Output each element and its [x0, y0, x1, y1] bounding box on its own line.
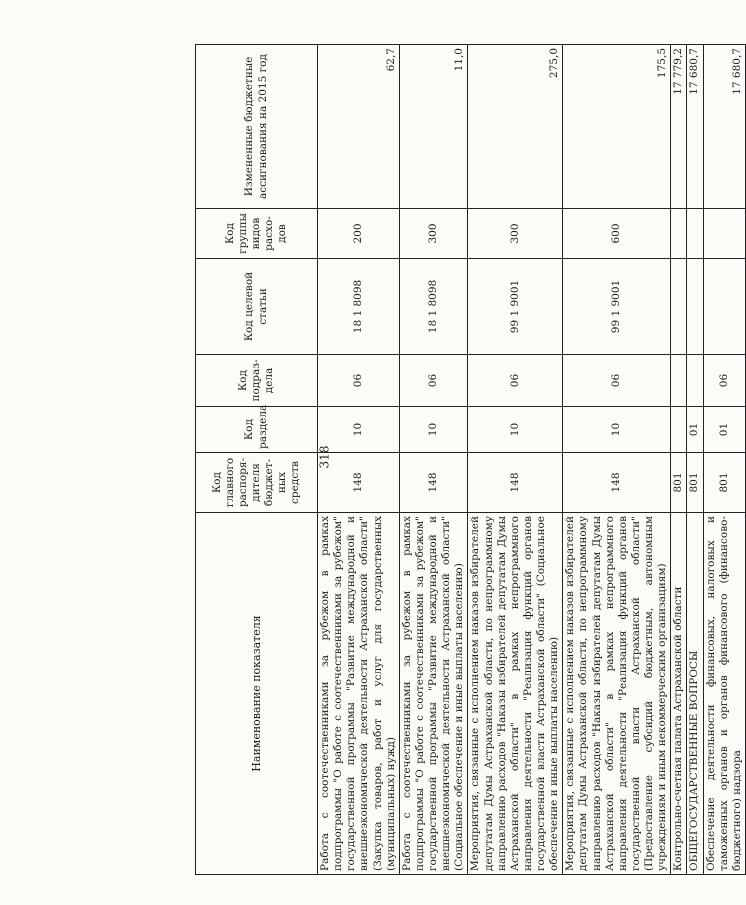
- row-main-code: 801: [671, 453, 687, 513]
- row-name: Обеспечение деятельности финансовых, налоговых и таможенных органов и органов финансового (финансово-бюджетного) надзора: [703, 513, 745, 875]
- row-name: Мероприятия, связанные с исполнением наказов избирателей депутатам Думы Астраханской области, по непрограммному направлению расходов "Наказы избирателей депутатам Думы Астраханской области" в рамках непрограммного направления деятельности "Реализация функций органов государственной власти Астраханской области" (Предоставление субсидий бюджетным, автономным учреждениям и иным некоммерческим организациям): [563, 513, 671, 875]
- row-amount: 17 680,7: [703, 45, 745, 209]
- row-name: ОБЩЕГОСУДАРСТВЕННЫЕ ВОПРОСЫ: [687, 513, 703, 875]
- header-target-code: Код целевой статьи: [196, 259, 318, 355]
- row-amount: 62,7: [318, 45, 400, 209]
- row-group: 200: [318, 209, 400, 259]
- row-group: 600: [563, 209, 671, 259]
- table-row: [468, 45, 563, 875]
- table-row: [671, 45, 687, 875]
- table-row: [399, 45, 468, 875]
- table-row: [563, 45, 671, 875]
- table-row: [318, 45, 400, 875]
- row-section: 10: [468, 407, 563, 453]
- budget-table-container: [195, 45, 743, 875]
- row-subsection: 06: [318, 355, 400, 407]
- row-main-code: 148: [563, 453, 671, 513]
- row-main-code: 148: [468, 453, 563, 513]
- row-section: [671, 407, 687, 453]
- row-section: 01: [703, 407, 745, 453]
- row-name: Работа с соотечественниками за рубежом в рамках подпрограммы "О работе с соотечественниками за рубежом" государственной программы "Развитие международной и внешнеэкономической деятельности Астраханской области" (Закупка товаров, работ и услуг для государственных (муниципальных) нужд): [318, 513, 400, 875]
- row-section: 10: [563, 407, 671, 453]
- table-header-row: [196, 45, 318, 875]
- row-group: 300: [399, 209, 468, 259]
- row-section: 01: [687, 407, 703, 453]
- row-subsection: 06: [399, 355, 468, 407]
- row-main-code: 148: [318, 453, 400, 513]
- row-group: 300: [468, 209, 563, 259]
- row-section: 10: [318, 407, 400, 453]
- header-section-code: Код раздела: [196, 407, 318, 453]
- header-main-manager-code: Код главного распоря- дителя бюджет- ных средств: [196, 453, 318, 513]
- header-subsection-code: Код подраз- дела: [196, 355, 318, 407]
- header-expense-group-code: Код группы видов расхо- дов: [196, 209, 318, 259]
- row-target: 99 1 9001: [563, 259, 671, 355]
- row-group: [671, 209, 687, 259]
- row-subsection: [687, 355, 703, 407]
- row-subsection: 06: [468, 355, 563, 407]
- row-section: 10: [399, 407, 468, 453]
- header-name: Наименование показателя: [196, 513, 318, 875]
- page-number: 318: [317, 445, 332, 469]
- row-target: 18 1 8098: [318, 259, 400, 355]
- row-subsection: [671, 355, 687, 407]
- row-target: [687, 259, 703, 355]
- row-amount: 17 779,2: [671, 45, 687, 209]
- row-main-code: 801: [703, 453, 745, 513]
- table-row: [687, 45, 703, 875]
- row-main-code: 801: [687, 453, 703, 513]
- row-amount: 275,0: [468, 45, 563, 209]
- row-group: [703, 209, 745, 259]
- row-name: Мероприятия, связанные с исполнением наказов избирателей депутатам Думы Астраханской области, по непрограммному направлению расходов "Наказы избирателей депутатам Думы Астраханской области" в рамках непрограммного направления деятельности "Реализация функций органов государственной власти Астраханской области" (Социальное обеспечение и иные выплаты населению): [468, 513, 563, 875]
- row-amount: 17 680,7: [687, 45, 703, 209]
- row-subsection: 06: [703, 355, 745, 407]
- row-amount: 11,0: [399, 45, 468, 209]
- row-group: [687, 209, 703, 259]
- header-amount: Измененные бюджетные ассигнования на 2015 год: [196, 45, 318, 209]
- row-main-code: 148: [399, 453, 468, 513]
- row-target: 99 1 9001: [468, 259, 563, 355]
- row-target: [703, 259, 745, 355]
- budget-table: [195, 44, 746, 875]
- row-target: [671, 259, 687, 355]
- table-row: [703, 45, 745, 875]
- row-name: Контрольно-счетная палата Астраханской области: [671, 513, 687, 875]
- row-amount: 175,5: [563, 45, 671, 209]
- row-target: 18 1 8098: [399, 259, 468, 355]
- row-name: Работа с соотечественниками за рубежом в рамках подпрограммы "О работе с соотечественниками за рубежом" государственной программы "Развитие международной и внешнеэкономической деятельности Астраханской области" (Социальное обеспечение и иные выплаты населению): [399, 513, 468, 875]
- row-subsection: 06: [563, 355, 671, 407]
